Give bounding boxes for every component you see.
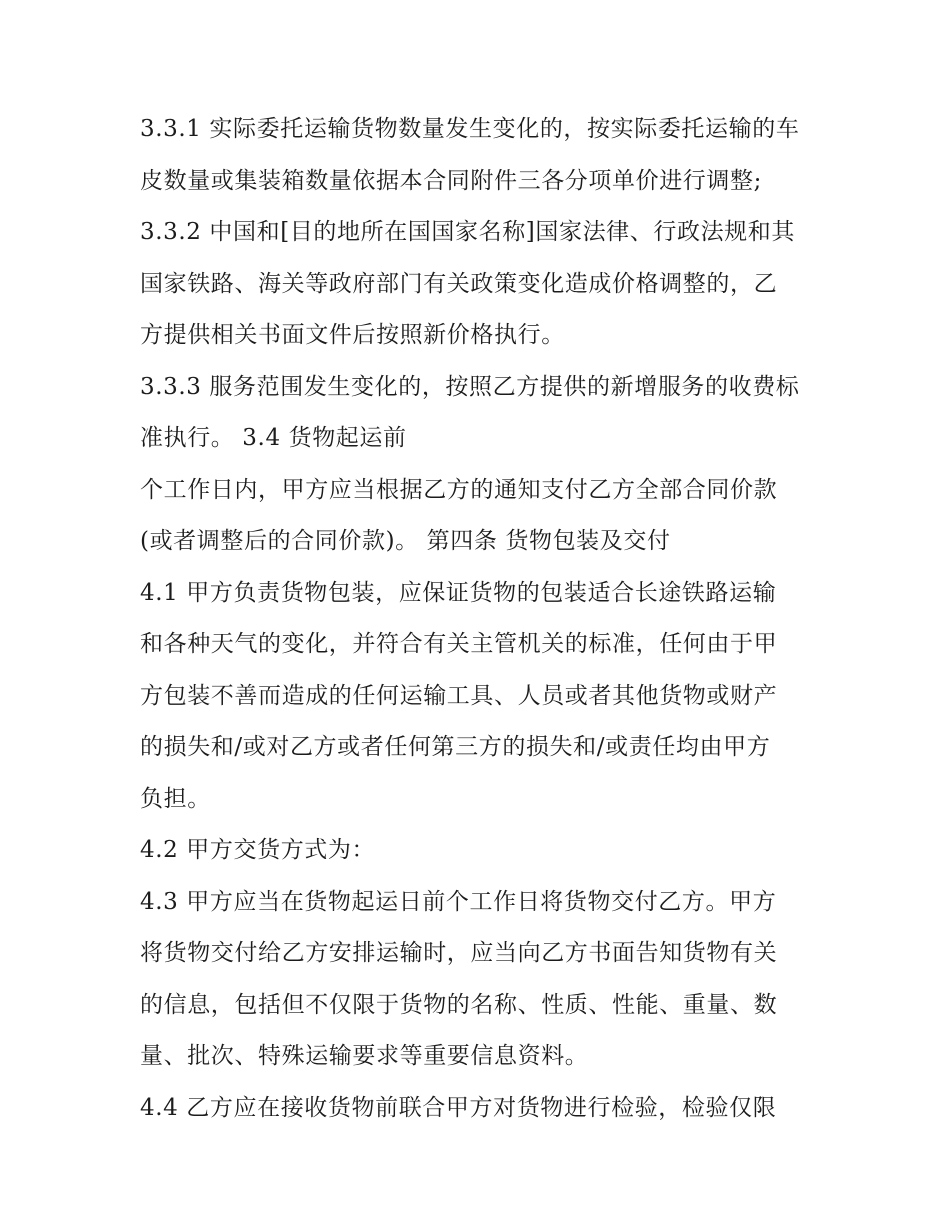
text-line: 皮数量或集装箱数量依据本合同附件三各分项单价进行调整; <box>140 167 762 194</box>
text-line: 方包装不善而造成的任何运输工具、人员或者其他货物或财产 <box>140 682 778 709</box>
text-line: 4.1 甲方负责货物包装，应保证货物的包装适合长途铁路运输 <box>140 579 777 606</box>
text-line: 和各种天气的变化，并符合有关主管机关的标准，任何由于甲 <box>140 631 778 657</box>
text-line: 负担。 <box>140 785 211 812</box>
text-line: 4.2 甲方交货方式为： <box>140 837 376 863</box>
text-line: 方提供相关书面文件后按照新价格执行。 <box>140 322 565 348</box>
text-line: 的损失和/或对乙方或者任何第三方的损失和/或责任均由甲方 <box>140 734 771 760</box>
document-body <box>140 104 820 1134</box>
text-line: 3.3.2 中国和[目的地所在国国家名称]国家法律、行政法规和其 <box>140 219 795 245</box>
text-line: 国家铁路、海关等政府部门有关政策变化造成价格调整的，乙 <box>140 270 778 297</box>
text-line: 3.3.1 实际委托运输货物数量发生变化的，按实际委托运输的车 <box>140 116 800 142</box>
text-line: 3.3.3 服务范围发生变化的，按照乙方提供的新增服务的收费标 <box>140 373 800 400</box>
text-line: (或者调整后的合同价款)。 第四条 货物包装及交付 <box>140 528 671 554</box>
text-line: 个工作日内，甲方应当根据乙方的通知支付乙方全部合同价款 <box>140 476 778 503</box>
text-line: 将货物交付给乙方安排运输时，应当向乙方书面告知货物有关 <box>140 940 778 966</box>
text-line: 4.3 甲方应当在货物起运日前个工作日将货物交付乙方。甲方 <box>140 888 777 915</box>
text-line: 量、批次、特殊运输要求等重要信息资料。 <box>140 1043 589 1069</box>
text-line: 准执行。 3.4 货物起运前 <box>140 425 407 451</box>
text-line: 的信息，包括但不仅限于货物的名称、性质、性能、重量、数 <box>140 991 778 1018</box>
text-line: 4.4 乙方应在接收货物前联合甲方对货物进行检验，检验仅限 <box>140 1094 777 1121</box>
